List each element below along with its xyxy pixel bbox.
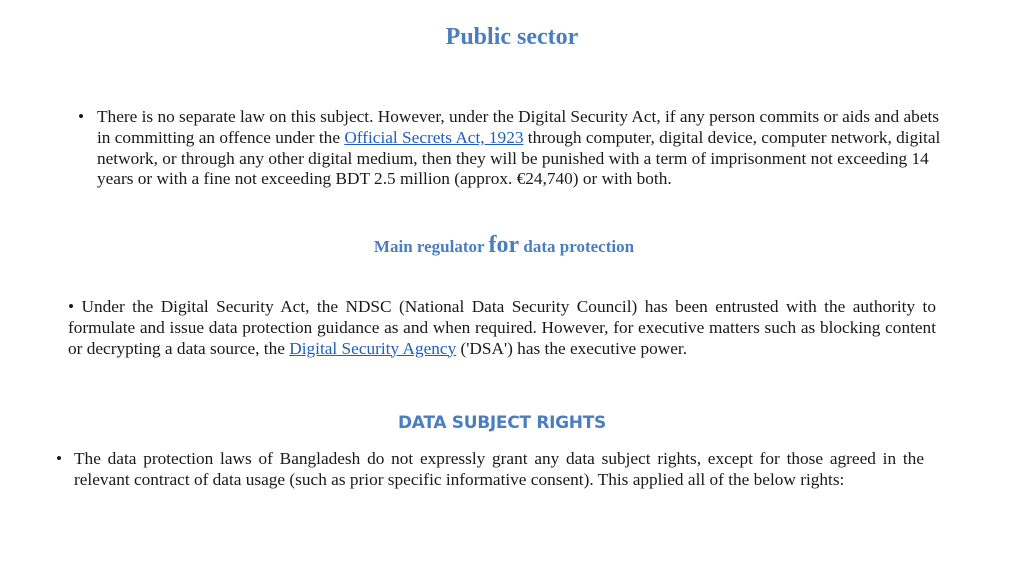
heading2-part2: for (488, 232, 520, 258)
paragraph-3-text: The data protection laws of Bangladesh do not expressly grant any data subject rights, except for those agreed in the relevant contract of data usage (such as prior specific informative consent). This applied all of the below rights: (74, 449, 924, 489)
heading2-part3: data protection (519, 237, 635, 256)
section-heading-main-regulator (0, 232, 1008, 259)
paragraph-2-text (68, 297, 936, 359)
page-title: Public sector (445, 24, 579, 50)
paragraph-2-after: ('DSA') has the executive power. (456, 338, 688, 358)
digital-security-agency-link[interactable]: Digital Security Agency (289, 338, 457, 358)
bullet-marker: • (78, 107, 85, 126)
paragraph-1-before: There is no separate law on this subject. However, under the Digital Security Act, if any person commits or aids and abets in committing an offence under the (97, 107, 940, 147)
section-heading-data-subject-rights: DATA SUBJECT RIGHTS (398, 413, 606, 433)
bullet-marker: • (68, 297, 75, 316)
paragraph-1-after: through computer, digital device, computer network, digital network, or through any other digital medium, then they will be punished with a term of imprisonment not exceeding 14 years or with a fine not exceeding BDT 2.5 million (approx. €24,740) or with both. (97, 127, 941, 189)
official-secrets-act-link[interactable]: Official Secrets Act, 1923 (344, 127, 524, 147)
heading2-part1: Main regulator (373, 237, 489, 256)
paragraph-1-text (97, 107, 946, 190)
bullet-paragraph-1 (78, 107, 946, 190)
paragraph-2-before: Under the Digital Security Act, the NDSC (National Data Security Council) has been entrusted with the authority to formulate and issue data protection guidance as and when required. However, for executive matters such as blocking content or decrypting a data source, the (68, 297, 936, 358)
bullet-paragraph-3 (56, 449, 924, 491)
bullet-marker: • (56, 449, 63, 468)
bullet-paragraph-2 (68, 297, 936, 359)
